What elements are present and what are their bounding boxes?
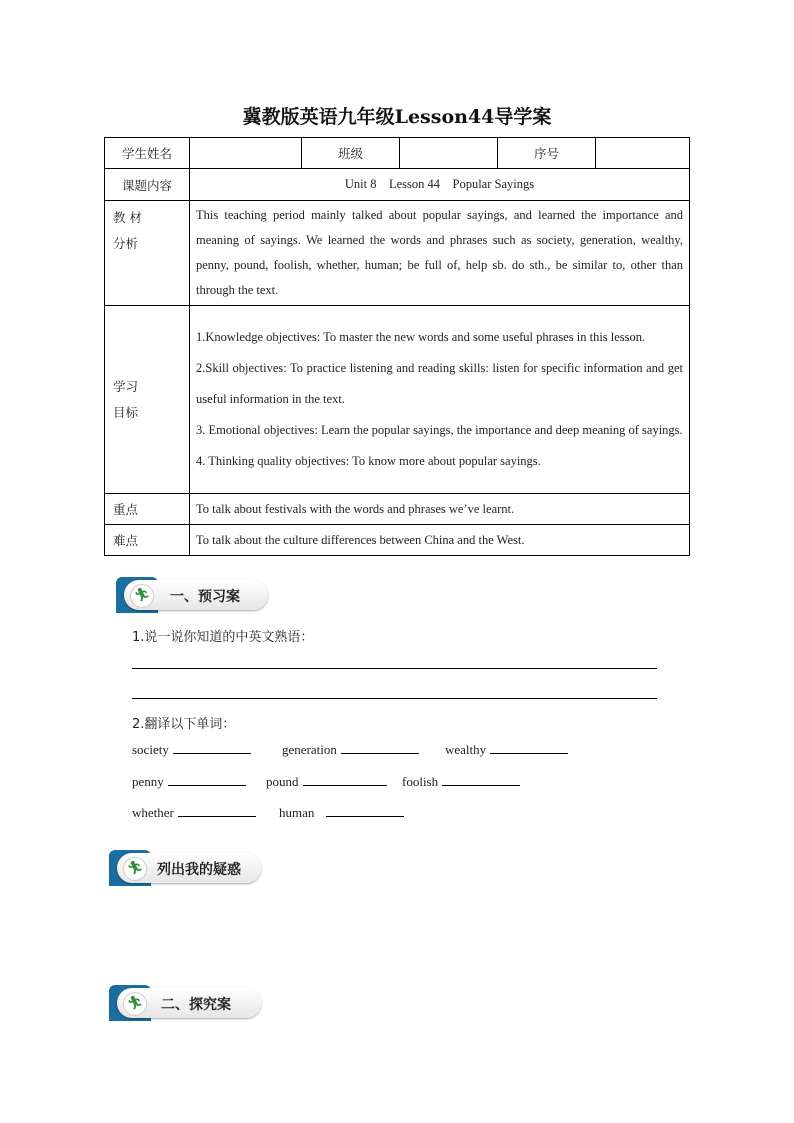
vocab-word: society	[132, 742, 169, 757]
answer-line[interactable]	[132, 668, 657, 669]
running-person-icon: 🏃︎	[130, 584, 154, 608]
info-table	[104, 137, 690, 556]
question-1: 1.说一说你知道的中英文熟语：	[132, 630, 314, 645]
number-label: 序号	[498, 138, 596, 169]
vocab-blank[interactable]	[341, 741, 419, 754]
vocab-item-foolish	[402, 773, 520, 790]
section-preview-header	[116, 577, 268, 613]
vocab-word: foolish	[402, 774, 439, 789]
running-person-icon: 🏃︎	[123, 857, 147, 881]
objective-item: 3. Emotional objectives: Learn the popular sayings, the importance and deep meaning of sayings.	[196, 423, 683, 437]
vocab-blank[interactable]	[178, 804, 256, 817]
vocab-item-penny	[132, 773, 246, 790]
section-explore-title: 二、探究案	[161, 997, 231, 1013]
class-label: 班级	[302, 138, 400, 169]
class-cell[interactable]	[400, 138, 498, 169]
objectives-cell	[190, 306, 690, 494]
objective-item: 1.Knowledge objectives: To master the new words and some useful phrases in this lesson.	[196, 330, 646, 344]
vocab-item-pound	[266, 773, 387, 790]
key-point-text: To talk about festivals with the words and phrases we’ve learnt.	[190, 494, 690, 525]
vocab-blank[interactable]	[442, 773, 520, 786]
objectives-label-line2: 目标	[113, 404, 139, 420]
analysis-text: This teaching period mainly talked about popular sayings, and learned the importance and meaning of sayings. We learned the words and phrases such as society, generation, wealthy, penny, pound, foolish, whether, human; be full of, help sb. do sth., be similar to, other than through the text.	[190, 201, 690, 306]
vocab-blank[interactable]	[303, 773, 387, 786]
analysis-label	[105, 201, 190, 306]
section-questions-header	[109, 850, 261, 886]
vocab-item-generation	[282, 741, 419, 758]
vocab-word: whether	[132, 805, 174, 820]
analysis-label-line2: 分析	[113, 236, 139, 251]
section-explore-header	[109, 985, 261, 1021]
vocab-word: wealthy	[445, 742, 487, 757]
number-cell[interactable]	[596, 138, 690, 169]
objective-item: 4. Thinking quality objectives: To know more about popular sayings.	[196, 454, 541, 468]
vocab-blank[interactable]	[490, 741, 568, 754]
vocab-item-society	[132, 741, 251, 758]
section-questions-title: 列出我的疑惑	[157, 862, 241, 878]
vocab-blank[interactable]	[326, 804, 404, 817]
vocab-word: pound	[266, 774, 299, 789]
difficult-point-label: 难点	[105, 525, 190, 556]
vocab-word: generation	[282, 742, 337, 757]
key-point-label: 重点	[105, 494, 190, 525]
analysis-label-line1: 教 材	[113, 210, 142, 225]
vocab-word: human	[279, 805, 315, 820]
topic-value: Unit 8 Lesson 44 Popular Sayings	[190, 169, 690, 201]
student-name-cell[interactable]	[190, 138, 302, 169]
student-name-label: 学生姓名	[105, 138, 190, 169]
vocab-blank[interactable]	[173, 741, 251, 754]
running-person-icon: 🏃︎	[123, 992, 147, 1016]
vocab-item-human	[279, 804, 404, 821]
question-2: 2.翻译以下单词：	[132, 717, 236, 732]
objective-item: 2.Skill objectives: To practice listening and reading skills: listen for specific information and get useful information in the text.	[196, 361, 683, 406]
vocab-blank[interactable]	[168, 773, 246, 786]
topic-label: 课题内容	[105, 169, 190, 201]
page-title: 冀教版英语九年级Lesson44导学案	[242, 106, 552, 128]
answer-line[interactable]	[132, 698, 657, 699]
objectives-label-line1: 学习	[113, 378, 139, 394]
section-preview-title: 一、预习案	[170, 589, 240, 605]
objectives-label	[105, 306, 190, 494]
vocab-word: penny	[132, 774, 164, 789]
difficult-point-text: To talk about the culture differences between China and the West.	[190, 525, 690, 556]
vocab-item-whether	[132, 804, 256, 821]
vocab-item-wealthy	[445, 741, 568, 758]
